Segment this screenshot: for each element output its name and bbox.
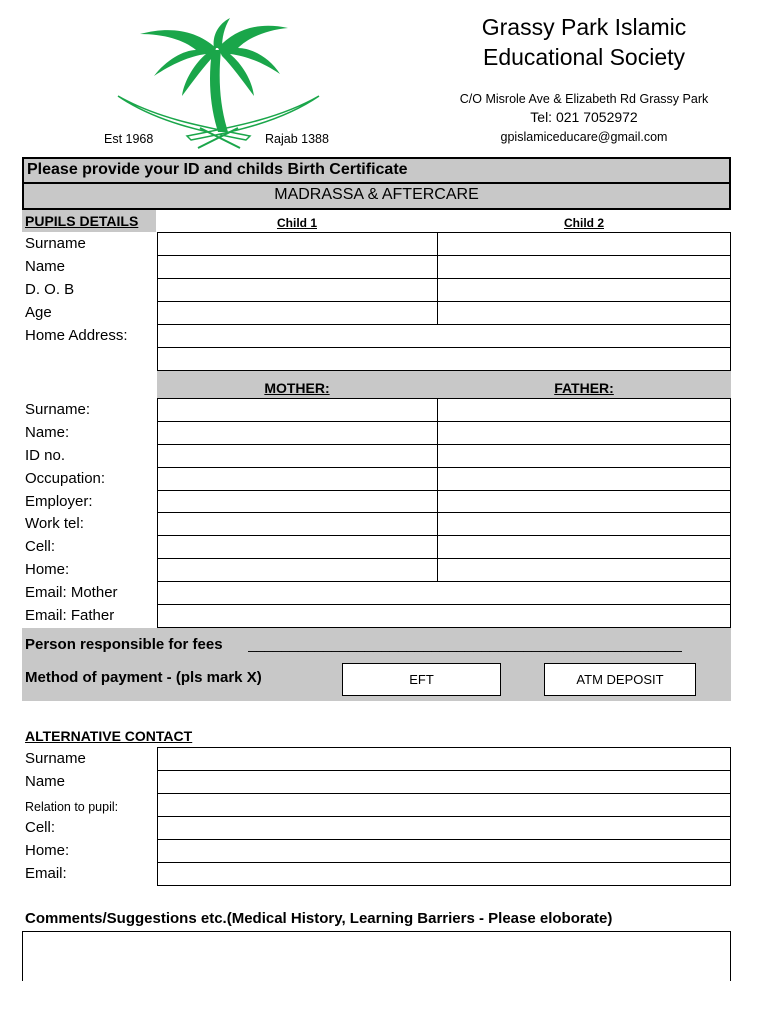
father-name-field[interactable]: [437, 421, 731, 445]
child2-age-field[interactable]: [437, 301, 731, 325]
mother-employer-field[interactable]: [157, 490, 439, 514]
father-home-field[interactable]: [437, 558, 731, 582]
child2-surname-field[interactable]: [437, 232, 731, 256]
organization-tel: Tel: 021 7052972: [530, 109, 638, 125]
alt-home-field[interactable]: [157, 839, 731, 863]
parent-worktel-label: Work tel:: [25, 515, 84, 532]
father-worktel-field[interactable]: [437, 512, 731, 536]
alt-name-field[interactable]: [157, 770, 731, 794]
alt-relation-field[interactable]: [157, 793, 731, 817]
org-name-line1: Grassy Park Islamic: [481, 14, 687, 40]
father-surname-field[interactable]: [437, 398, 731, 422]
comments-textarea[interactable]: [22, 931, 731, 981]
father-occupation-field[interactable]: [437, 467, 731, 491]
alt-cell-label: Cell:: [25, 819, 56, 836]
child2-dob-field[interactable]: [437, 278, 731, 302]
pupil-surname-label: Surname: [25, 235, 86, 252]
father-id-field[interactable]: [437, 444, 731, 468]
child2-name-field[interactable]: [437, 255, 731, 279]
parent-surname-label: Surname:: [25, 401, 91, 418]
child1-surname-field[interactable]: [157, 232, 439, 256]
mother-header: MOTHER:: [264, 380, 330, 396]
parent-occupation-label: Occupation:: [25, 470, 106, 487]
organization-email: gpislamiceducare@gmail.com: [500, 130, 668, 144]
document-notice: Please provide your ID and childs Birth Certificate: [27, 161, 408, 178]
payment-method-label: Method of payment - (pls mark X): [25, 669, 262, 686]
parent-employer-label: Employer:: [25, 493, 93, 510]
child1-name-field[interactable]: [157, 255, 439, 279]
home-address-field-2[interactable]: [157, 347, 731, 371]
alt-surname-label: Surname: [25, 750, 86, 767]
father-header: FATHER:: [554, 380, 614, 396]
child1-age-field[interactable]: [157, 301, 439, 325]
child1-header: Child 1: [276, 216, 317, 230]
pupil-name-label: Name: [25, 258, 66, 275]
mother-worktel-field[interactable]: [157, 512, 439, 536]
pupil-age-label: Age: [25, 304, 52, 321]
parent-home-label: Home:: [25, 561, 70, 578]
child2-header: Child 2: [563, 216, 604, 230]
email-mother-field[interactable]: [157, 581, 731, 605]
pupil-address-label: Home Address:: [25, 327, 128, 344]
parent-name-label: Name:: [25, 424, 70, 441]
alt-email-label: Email:: [25, 865, 67, 882]
parent-cell-label: Cell:: [25, 538, 56, 555]
alt-relation-label: Relation to pupil:: [25, 800, 119, 814]
alternative-contact-heading: ALTERNATIVE CONTACT: [25, 728, 193, 744]
fees-responsible-line[interactable]: ____________________________________________________: [248, 636, 682, 653]
mother-surname-field[interactable]: [157, 398, 439, 422]
mother-home-field[interactable]: [157, 558, 439, 582]
document-notice-banner: [22, 157, 731, 183]
mother-name-field[interactable]: [157, 421, 439, 445]
alt-surname-field[interactable]: [157, 747, 731, 771]
father-cell-field[interactable]: [437, 535, 731, 559]
email-father-label: Email: Father: [25, 607, 115, 624]
established-year: Est 1968: [104, 132, 154, 146]
alt-home-label: Home:: [25, 842, 70, 859]
home-address-field-1[interactable]: [157, 324, 731, 348]
mother-cell-field[interactable]: [157, 535, 439, 559]
payment-atm-deposit-option[interactable]: ATM DEPOSIT: [544, 663, 696, 696]
alt-name-label: Name: [25, 773, 66, 790]
payment-eft-option[interactable]: EFT: [342, 663, 501, 696]
comments-label: Comments/Suggestions etc.(Medical History, Learning Barriers - Please eloborate): [25, 910, 613, 927]
pupils-heading: PUPILS DETAILS: [25, 213, 139, 229]
form-title-banner: [22, 183, 731, 210]
alt-cell-field[interactable]: [157, 816, 731, 840]
child1-dob-field[interactable]: [157, 278, 439, 302]
form-title: MADRASSA & AFTERCARE: [274, 186, 479, 203]
mother-id-field[interactable]: [157, 444, 439, 468]
email-father-field[interactable]: [157, 604, 731, 628]
alt-email-field[interactable]: [157, 862, 731, 886]
mother-occupation-field[interactable]: [157, 467, 439, 491]
father-employer-field[interactable]: [437, 490, 731, 514]
org-name-line2: Educational Society: [482, 44, 685, 70]
fees-responsible-label: Person responsible for fees: [25, 636, 223, 653]
email-mother-label: Email: Mother: [25, 584, 118, 601]
pupil-dob-label: D. O. B: [25, 281, 75, 298]
established-hijri: Rajab 1388: [265, 132, 329, 146]
parent-id-label: ID no.: [25, 447, 66, 464]
organization-name: [444, 12, 724, 72]
organization-address: C/O Misrole Ave & Elizabeth Rd Grassy Park: [459, 92, 709, 106]
